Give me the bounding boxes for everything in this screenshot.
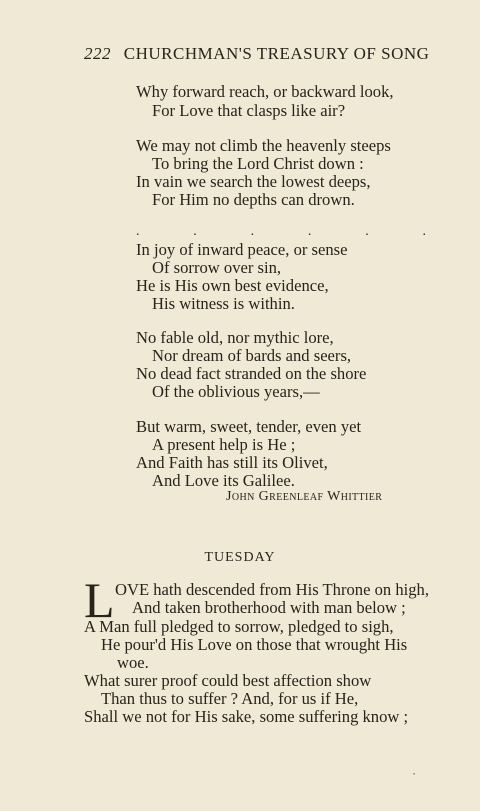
poem-line: A present help is He ; [152, 435, 296, 454]
ellipsis-dot: . [193, 224, 197, 239]
page-number: 222 [84, 44, 111, 63]
ellipsis-dot: . [365, 224, 369, 239]
poem-line: Nor dream of bards and seers, [152, 346, 352, 365]
running-header [84, 44, 454, 64]
poem-line: He is His own best evidence, [136, 276, 329, 295]
poem-line: Of sorrow over sin, [152, 258, 282, 277]
section-title: TUESDAY [204, 550, 276, 565]
poem-line: OVE hath descended from His Throne on high, [115, 580, 429, 599]
poem-line: Than thus to suffer ? And, for us if He, [101, 689, 359, 708]
poem-line: No dead fact stranded on the shore [136, 364, 367, 383]
ellipsis-dot: . [422, 224, 426, 239]
poem-line: For Love that clasps like air? [152, 101, 346, 120]
poem-line: And taken brotherhood with man below ; [132, 598, 406, 617]
ellipsis-row [136, 224, 426, 240]
poem-line: His witness is within. [152, 294, 295, 313]
poem-line: In joy of inward peace, or sense [136, 240, 348, 259]
poem-line: And Love its Galilee. [152, 471, 295, 490]
running-title: CHURCHMAN'S TREASURY OF SONG [123, 44, 430, 63]
poem-line: And Faith has still its Olivet, [136, 453, 328, 472]
poem-line: We may not climb the heavenly steeps [136, 136, 391, 155]
poem-line: Of the oblivious years,— [152, 382, 320, 401]
poem-line: Shall we not for His sake, some suffering know ; [84, 707, 409, 726]
poem-line: To bring the Lord Christ down : [152, 154, 364, 173]
poem-attribution: John Greenleaf Whittier [226, 489, 383, 504]
poem-line: In vain we search the lowest deeps, [136, 172, 371, 191]
poem-line: Why forward reach, or backward look, [136, 82, 394, 101]
ellipsis-dot: . [307, 224, 312, 239]
poem-line: For Him no depths can drown. [152, 190, 355, 209]
poem-line: What surer proof could best affection show [84, 671, 372, 690]
page-speck: ⋅ [412, 767, 417, 781]
poem-line: But warm, sweet, tender, even yet [136, 417, 362, 436]
ellipsis-dot: . [250, 224, 255, 239]
poem-line: No fable old, nor mythic lore, [136, 328, 334, 347]
poem-line: woe. [117, 653, 149, 672]
poem-line: He pour'd His Love on those that wrought His [101, 635, 408, 654]
poem-line: A Man full pledged to sorrow, pledged to sigh, [84, 617, 394, 636]
drop-cap: L [84, 572, 115, 628]
ellipsis-dot: . [136, 224, 140, 239]
